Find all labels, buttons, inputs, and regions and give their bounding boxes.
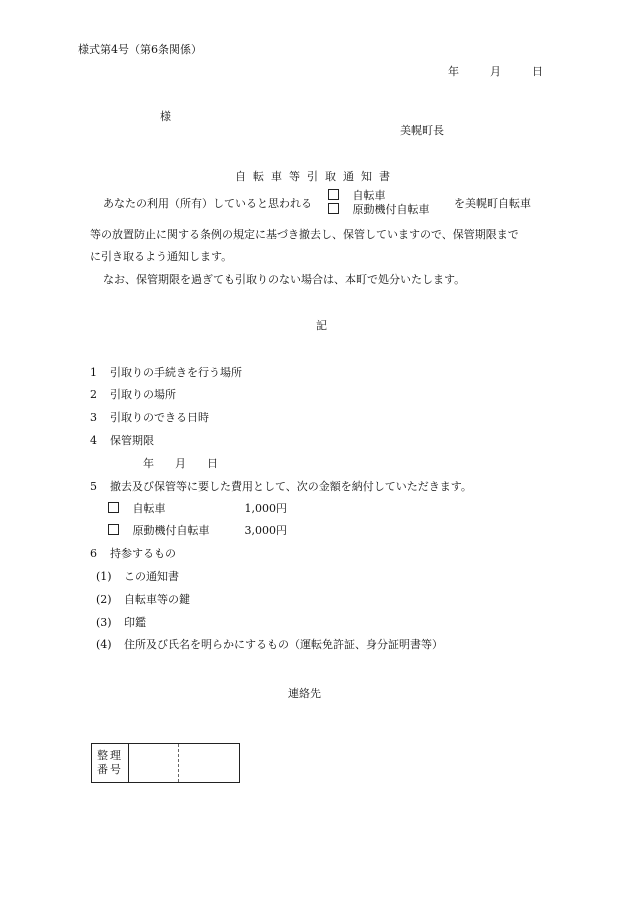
fee-moped-label: 原動機付自転車 xyxy=(132,524,210,537)
fee-bicycle-amount: 1,000円 xyxy=(244,502,287,515)
checkbox-moped xyxy=(328,203,339,214)
option-moped xyxy=(328,203,430,217)
issue-date xyxy=(448,65,543,79)
form-number: 様式第4号（第6条関係） xyxy=(78,43,202,56)
option-bicycle-label: 自転車 xyxy=(352,189,386,202)
item-2: 2 引取りの場所 xyxy=(90,388,176,401)
bring-item-2: (2) 自転車等の鍵 xyxy=(96,593,190,606)
recipient-suffix: 様 xyxy=(160,110,171,123)
body-line-4: なお、保管期限を過ぎても引取りのない場合は、本町で処分いたします。 xyxy=(103,273,466,286)
reference-number-table xyxy=(91,743,240,783)
day-label: 日 xyxy=(532,65,543,78)
item-6: 6 持参するもの xyxy=(90,547,176,560)
checkbox-fee-moped xyxy=(108,524,119,535)
ki-heading: 記 xyxy=(316,319,327,332)
month-label: 月 xyxy=(490,65,501,78)
issuer: 美幌町長 xyxy=(400,124,444,137)
item-3: 3 引取りのできる日時 xyxy=(90,411,209,424)
deadline-date: 年 月 日 xyxy=(143,457,218,470)
body-intro: あなたの利用（所有）していると思われる xyxy=(103,197,312,210)
item-1: 1 引取りの手続きを行う場所 xyxy=(90,366,242,379)
checkbox-bicycle xyxy=(328,189,339,200)
body-line-3: に引き取るよう通知します。 xyxy=(90,250,233,263)
item-4: 4 保管期限 xyxy=(90,434,154,447)
bring-item-1: (1) この通知書 xyxy=(96,570,179,583)
fee-bicycle xyxy=(108,502,287,516)
bring-item-4: (4) 住所及び氏名を明らかにするもの（運転免許証、身分証明書等） xyxy=(96,638,443,651)
page-title: 自転車等引取通知書 xyxy=(235,170,397,183)
option-bicycle xyxy=(328,189,386,203)
contact-label: 連絡先 xyxy=(288,687,321,700)
reference-number-label: 整理 番号 xyxy=(92,744,129,783)
option-moped-label: 原動機付自転車 xyxy=(352,203,430,216)
checkbox-fee-bicycle xyxy=(108,502,119,513)
body-intro-tail: を美幌町自転車 xyxy=(454,197,531,210)
fee-moped xyxy=(108,524,287,538)
body-line-2: 等の放置防止に関する条例の規定に基づき撤去し、保管していますので、保管期限まで xyxy=(90,228,519,241)
bring-item-3: (3) 印鑑 xyxy=(96,616,146,629)
item-5: 5 撤去及び保管等に要した費用として、次の金額を納付していただきます。 xyxy=(90,480,472,493)
fee-moped-amount: 3,000円 xyxy=(244,524,287,537)
fee-bicycle-label: 自転車 xyxy=(132,502,166,515)
year-label: 年 xyxy=(448,65,459,78)
reference-number-cell-1[interactable] xyxy=(129,744,179,783)
reference-number-cell-2[interactable] xyxy=(179,744,240,783)
